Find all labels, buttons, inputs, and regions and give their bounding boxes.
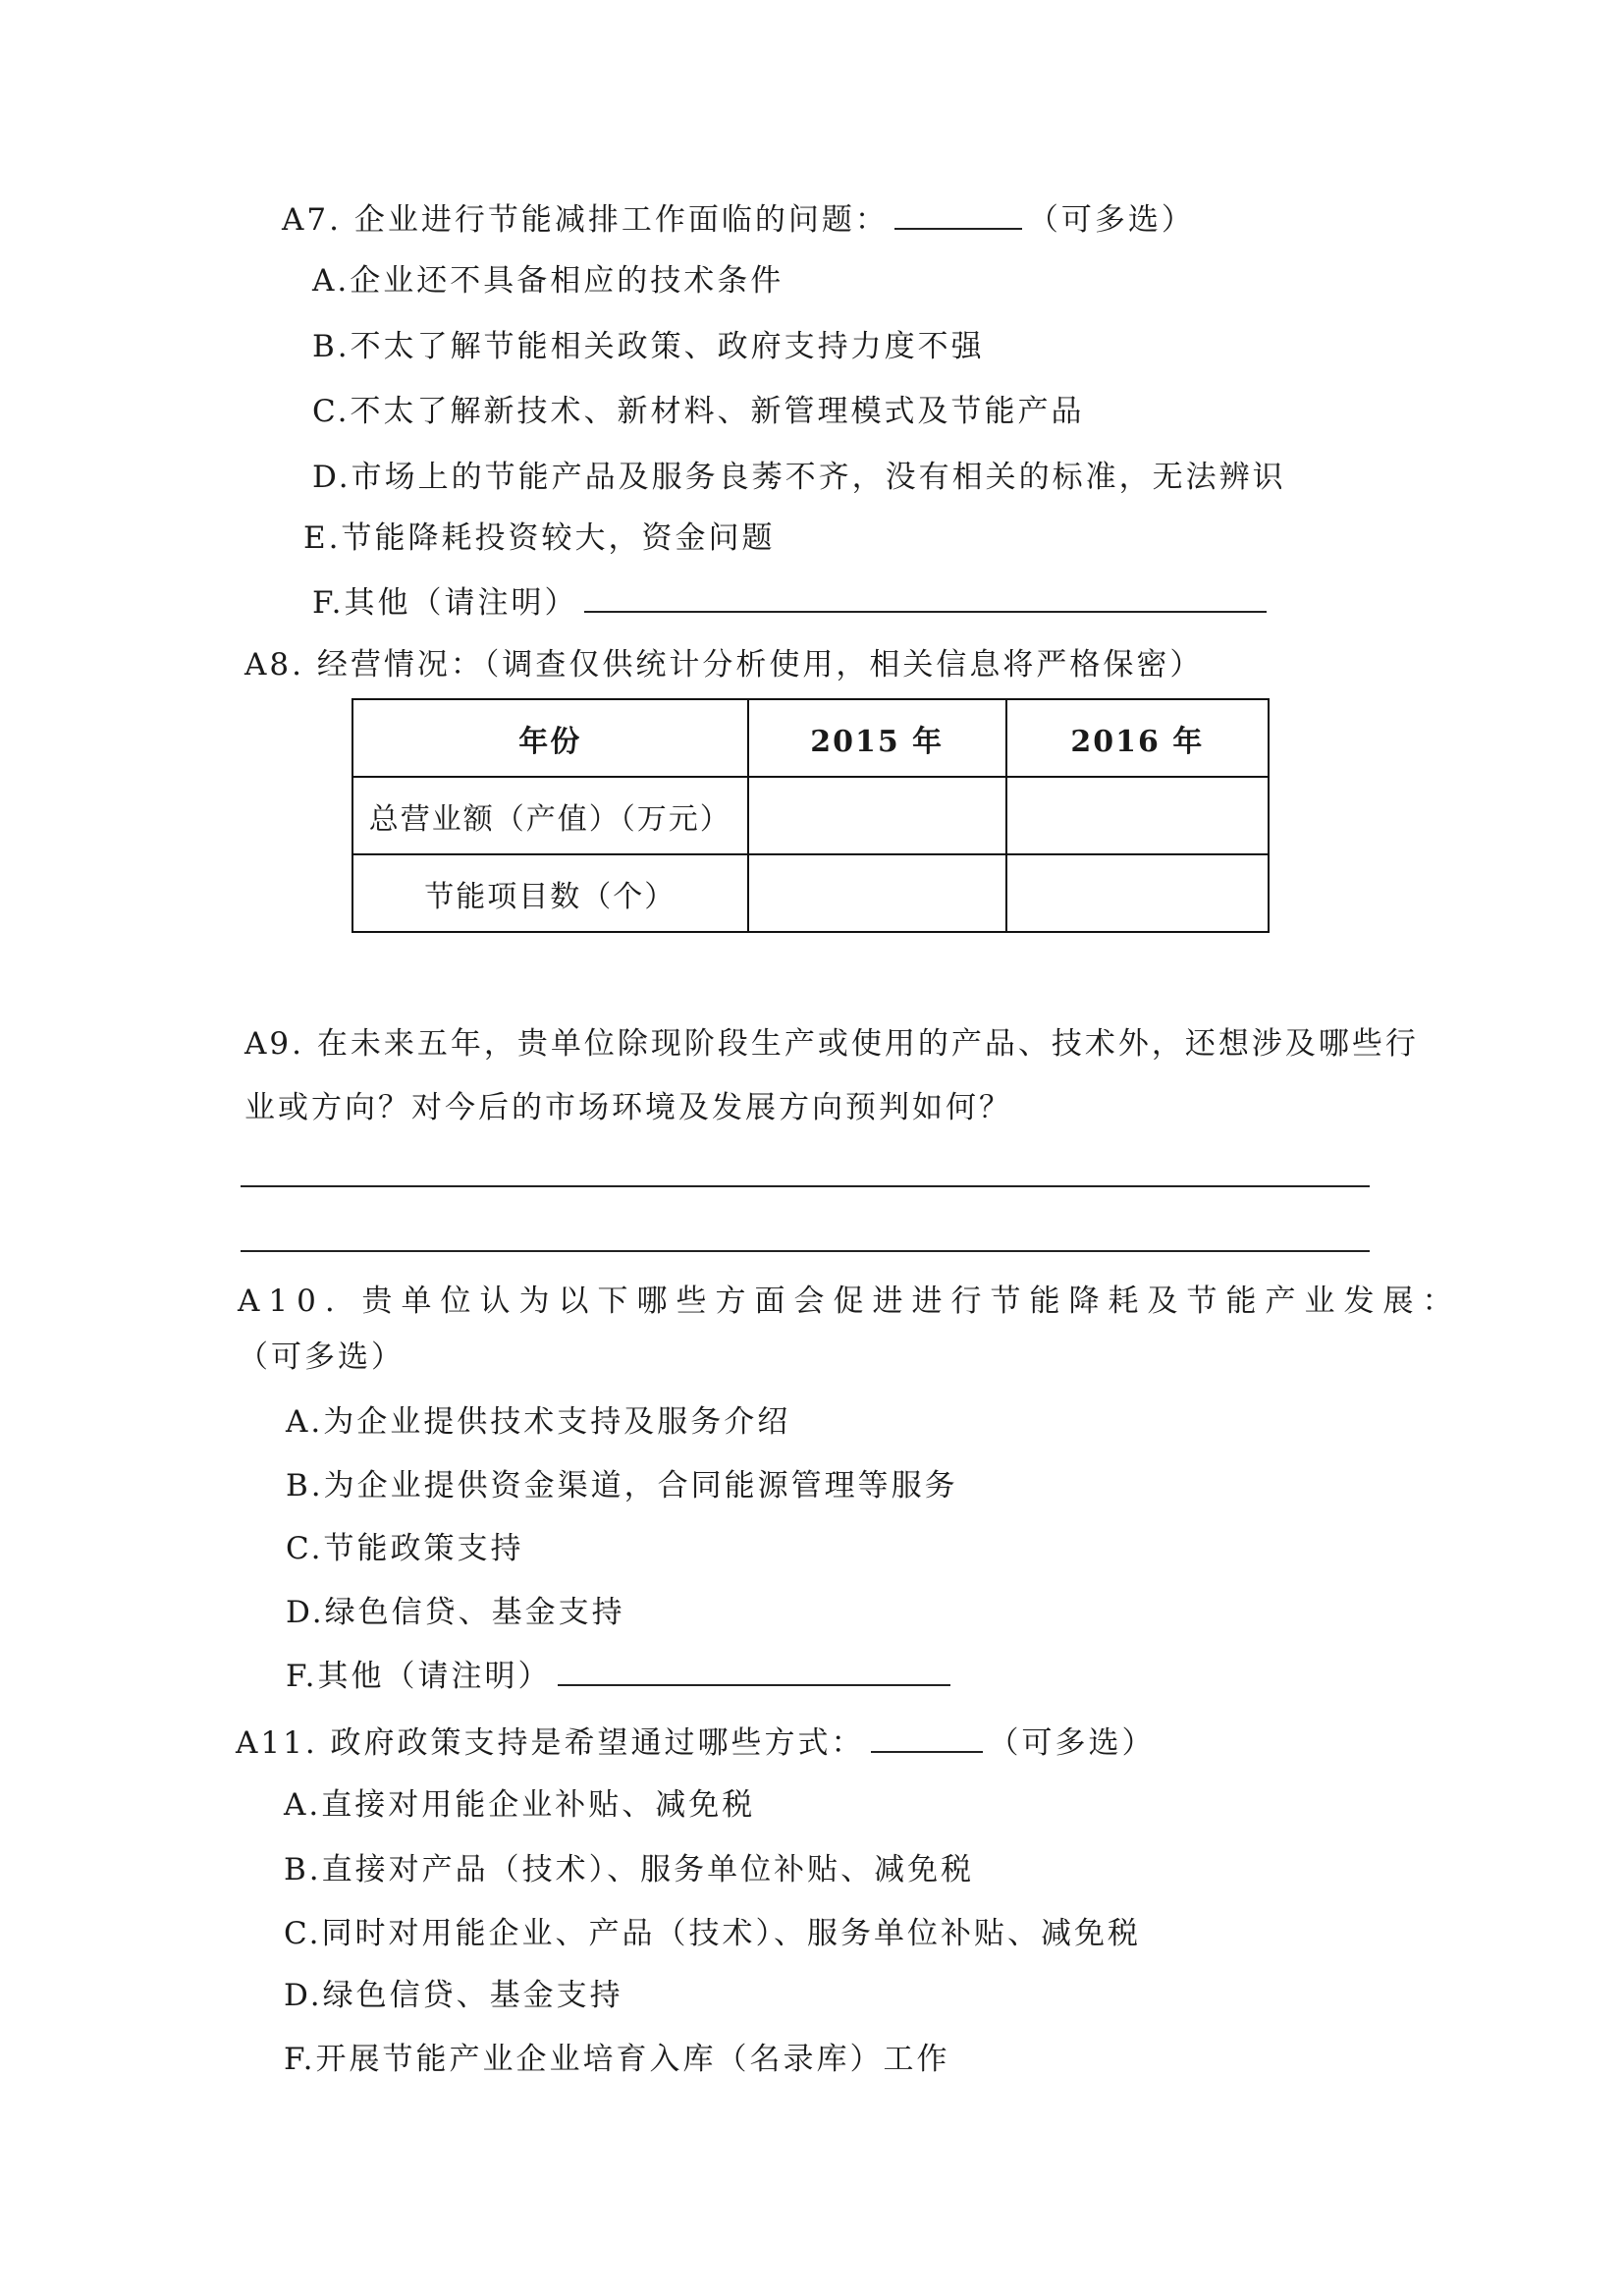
row-label-projects: 节能项目数（个）	[352, 854, 748, 932]
option-a11-a: A.直接对用能企业补贴、减免税	[284, 1787, 756, 1823]
question-a11-text: A11. 政府政策支持是希望通过哪些方式：	[236, 1725, 865, 1761]
question-a10-line1: A10. 贵单位认为以下哪些方面会促进进行节能降耗及节能产业发展：	[238, 1284, 1462, 1319]
option-a10-c: C.节能政策支持	[286, 1531, 524, 1566]
other-blank-a10[interactable]	[558, 1655, 950, 1686]
other-blank-a7[interactable]	[584, 581, 1267, 613]
question-a11-suffix: （可多选）	[988, 1725, 1156, 1761]
answer-blank-a11[interactable]	[871, 1722, 983, 1753]
question-a7-suffix: （可多选）	[1027, 202, 1195, 238]
answer-line-a9-2[interactable]	[241, 1250, 1370, 1252]
question-a9-line2: 业或方向？对今后的市场环境及发展方向预判如何？	[244, 1090, 1012, 1125]
question-a11	[236, 1722, 1156, 1763]
option-a10-f	[286, 1655, 956, 1696]
header-2016: 2016 年	[1006, 699, 1269, 777]
option-a10-f-label: F.其他（请注明）	[286, 1659, 552, 1694]
option-a11-d: D.绿色信贷、基金支持	[284, 1978, 623, 2013]
option-a10-b: B.为企业提供资金渠道，合同能源管理等服务	[286, 1468, 958, 1503]
option-a7-a: A.企业还不具备相应的技术条件	[312, 263, 784, 299]
row-label-revenue: 总营业额（产值）（万元）	[352, 777, 748, 854]
table-row	[352, 854, 1269, 932]
option-a7-d: D.市场上的节能产品及服务良莠不齐，没有相关的标准，无法辨识	[312, 460, 1286, 495]
cell-projects-2015[interactable]	[748, 854, 1006, 932]
option-a7-f-label: F.其他（请注明）	[312, 585, 578, 621]
cell-projects-2016[interactable]	[1006, 854, 1269, 932]
option-a11-b: B.直接对产品（技术）、服务单位补贴、减免税	[284, 1852, 975, 1887]
question-a7-text: A7. 企业进行节能减排工作面临的问题：	[282, 202, 889, 238]
answer-line-a9-1[interactable]	[241, 1185, 1370, 1187]
option-a7-f	[312, 581, 1272, 623]
option-a10-d: D.绿色信贷、基金支持	[286, 1595, 625, 1630]
option-a7-b: B.不太了解节能相关政策、政府支持力度不强	[312, 329, 985, 364]
cell-revenue-2015[interactable]	[748, 777, 1006, 854]
table-row	[352, 777, 1269, 854]
operating-table	[352, 698, 1270, 933]
cell-revenue-2016[interactable]	[1006, 777, 1269, 854]
option-a11-f: F.开展节能产业企业培育入库（名录库）工作	[284, 2042, 950, 2077]
answer-blank-a7[interactable]	[894, 198, 1022, 230]
option-a7-c: C.不太了解新技术、新材料、新管理模式及节能产品	[312, 394, 1085, 429]
question-a10-line2: （可多选）	[238, 1339, 405, 1375]
header-2015: 2015 年	[748, 699, 1006, 777]
option-a10-a: A.为企业提供技术支持及服务介绍	[286, 1404, 791, 1440]
table-header-row	[352, 699, 1269, 777]
question-a7	[282, 198, 1195, 240]
question-a9-line1: A9. 在未来五年，贵单位除现阶段生产或使用的产品、技术外，还想涉及哪些行	[244, 1026, 1419, 1062]
option-a7-e: E.节能降耗投资较大，资金问题	[303, 520, 776, 556]
header-year: 年份	[352, 699, 748, 777]
question-a8: A8. 经营情况：（调查仅供统计分析使用，相关信息将严格保密）	[244, 647, 1204, 683]
option-a11-c: C.同时对用能企业、产品（技术）、服务单位补贴、减免税	[284, 1916, 1141, 1951]
